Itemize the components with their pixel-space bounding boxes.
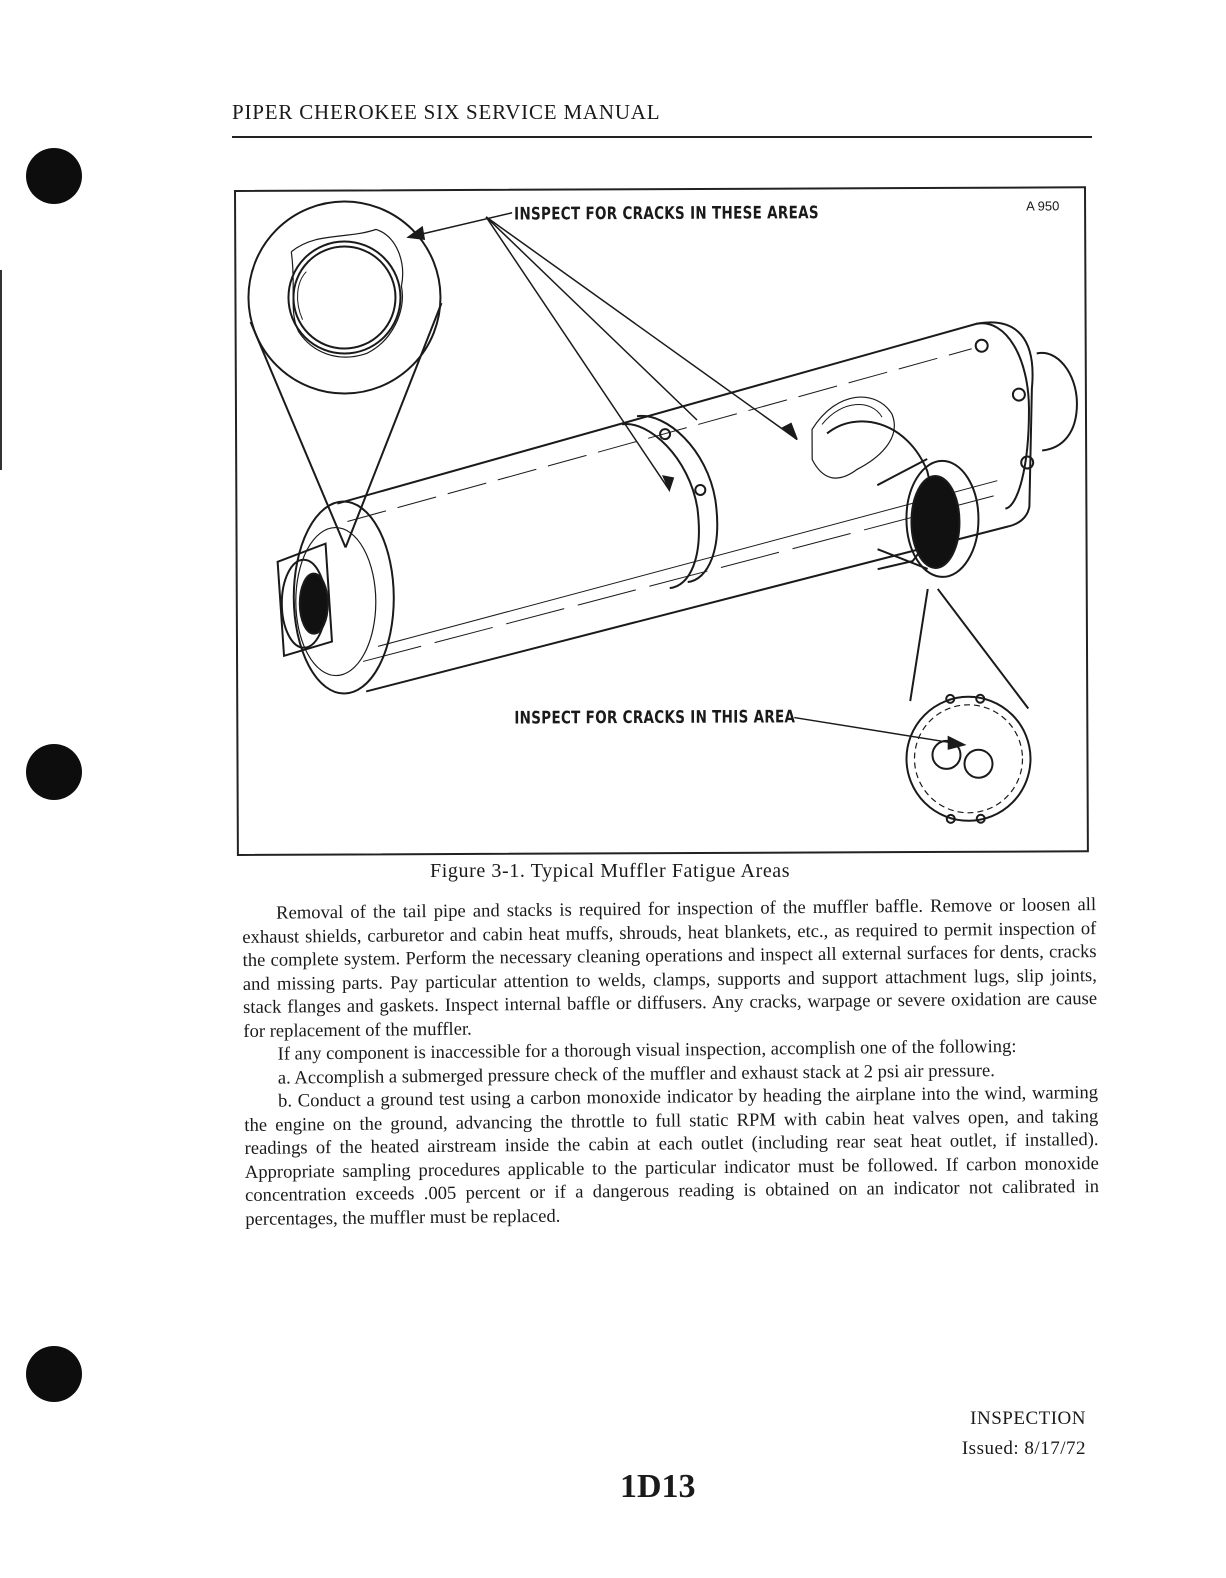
leader-line-bottom (794, 717, 964, 750)
binder-hole-top (26, 148, 82, 204)
page-number: 1D13 (620, 1468, 696, 1505)
binder-hole-middle (26, 744, 82, 800)
scan-edge-mark (0, 270, 2, 470)
footer-section: INSPECTION (970, 1408, 1086, 1429)
binder-hole-bottom (26, 1346, 82, 1402)
paragraph-inaccessible: If any component is inaccessible for a thorough visual inspection, accomplish one of the following: (277, 1035, 1017, 1065)
footer-issued-date: Issued: 8/17/72 (961, 1438, 1086, 1459)
paragraph-removal: Removal of the tail pipe and stacks is required for inspection of the muffler baffle. Remove or loosen all exhaust shields, carburetor and cabin heat muffs, shrouds, heat blankets, etc., as required to permit inspection of the complete system. Perform the necessary cleaning operations and inspect all external surfaces for dents, cracks and missing parts. Pay particular attention to welds, clamps, supports and support attachment lugs, slip joints, stack flanges and gaskets. Inspect internal baffle or diffusers. Any cracks, warpage or severe oxidation are cause for replacement of the muffler. (242, 894, 1098, 1042)
leader-lines-top (408, 212, 797, 492)
detail-circle-outlet (906, 695, 1031, 824)
detail-circle-inlet (248, 201, 441, 394)
figure-code: A 950 (1026, 198, 1060, 214)
callout-label-bottom: INSPECT FOR CRACKS IN THIS AREA (514, 706, 796, 729)
paragraph-item-b: b. Conduct a ground test using a carbon monoxide indicator by heading the airplane into the wind, warming the engine on the ground, advancing the throttle to full static RPM with cabin heat valves open, and taking readings of the heated airstream inside the cabin at each outlet (including rear seat heat outlet, if installed). Appropriate sampling procedures applicable to the particular indicator must be followed. If carbon monoxide concentration exceeds .005 percent or if a dangerous reading is obtained on an indicator not calibrated in percentages, the muffler must be replaced. (244, 1082, 1100, 1230)
paragraph-item-a: a. Accomplish a submerged pressure check of the muffler and exhaust stack at 2 psi air pressure. (277, 1059, 995, 1089)
body-text (242, 893, 1099, 1231)
callout-label-top: INSPECT FOR CRACKS IN THESE AREAS (514, 202, 819, 225)
header-rule (232, 136, 1092, 138)
page-header-title: PIPER CHEROKEE SIX SERVICE MANUAL (232, 100, 661, 124)
figure-caption: Figure 3-1. Typical Muffler Fatigue Areas (430, 860, 791, 882)
muffler-illustration (236, 188, 1091, 858)
figure-frame (234, 186, 1089, 856)
